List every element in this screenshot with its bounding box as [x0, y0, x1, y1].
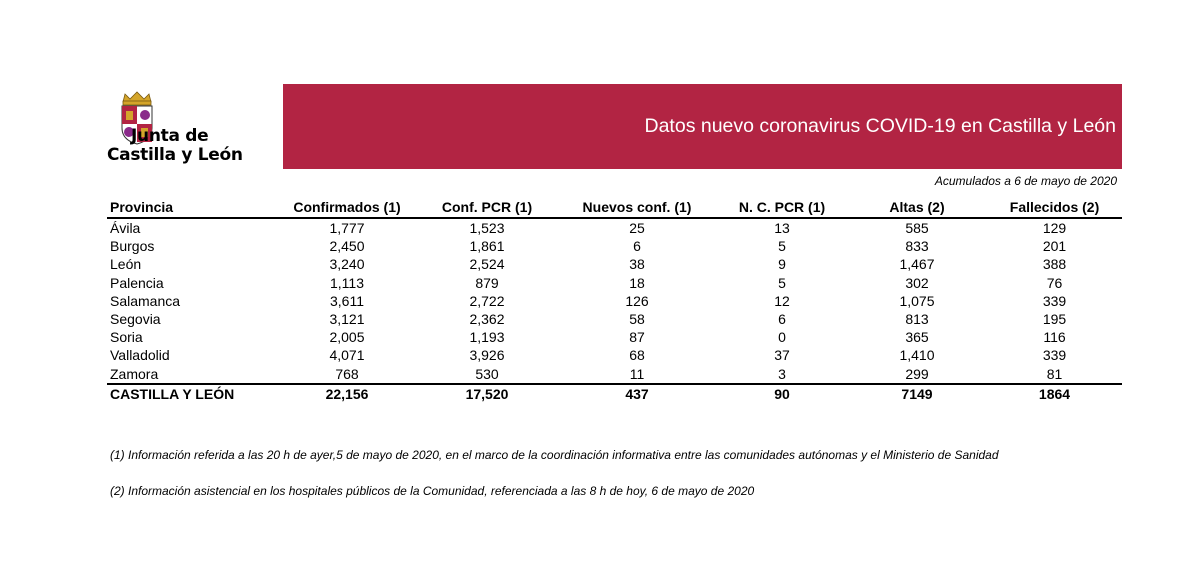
table-cell: 813 — [905, 311, 929, 328]
table-cell: 1,467 — [899, 256, 935, 273]
table-cell: León — [110, 256, 142, 273]
table-cell: 5 — [778, 238, 786, 255]
table-cell: 879 — [475, 274, 499, 291]
table-cell: 25 — [629, 220, 645, 237]
org-line-1: Junta de — [131, 126, 209, 146]
column-header: Confirmados (1) — [277, 196, 417, 218]
table-cell: 339 — [1042, 347, 1067, 364]
table-cell: 530 — [475, 365, 499, 382]
table-row — [107, 255, 1122, 273]
table-cell: 3,611 — [330, 292, 364, 309]
table-cell: 195 — [1042, 311, 1067, 328]
table-cell: 22,156 — [277, 384, 417, 403]
table-cell: 1,193 — [469, 329, 505, 346]
column-header: Altas (2) — [847, 196, 987, 218]
table-cell: 201 — [1042, 238, 1067, 255]
table-cell: 3,121 — [329, 311, 365, 328]
table-cell: 11 — [629, 365, 645, 382]
table-cell: 6 — [633, 238, 641, 255]
table-cell: 18 — [629, 274, 645, 291]
table-row — [107, 310, 1122, 328]
table-cell: Salamanca — [110, 292, 181, 309]
table-cell: 87 — [629, 329, 645, 346]
table-row — [107, 274, 1122, 292]
table-cell: Palencia — [110, 274, 164, 291]
table-cell: 129 — [1042, 220, 1067, 237]
table-cell: 2,005 — [329, 329, 365, 346]
table-cell: 768 — [335, 365, 359, 382]
table-cell: 437 — [557, 384, 717, 403]
organization-name — [107, 127, 243, 165]
table-cell: Burgos — [110, 238, 155, 255]
page-title: Datos nuevo coronavirus COVID-19 en Castilla y León — [644, 115, 1116, 137]
table-cell: 299 — [905, 365, 929, 382]
column-header: Fallecidos (2) — [987, 196, 1122, 218]
table-cell: 388 — [1042, 256, 1067, 273]
table-cell: 3 — [778, 365, 786, 382]
table-row — [107, 218, 1122, 237]
table-cell: 1,523 — [469, 220, 505, 237]
table-cell: 17,520 — [417, 384, 557, 403]
table-cell: 68 — [629, 347, 645, 364]
table-cell: 1864 — [987, 384, 1122, 403]
column-header: N. C. PCR (1) — [717, 196, 847, 218]
table-cell: 3,926 — [469, 347, 505, 364]
accumulated-date: Acumulados a 6 de mayo de 2020 — [934, 174, 1117, 188]
table-cell: 1,113 — [330, 274, 364, 291]
table-cell: 126 — [625, 292, 649, 309]
table-cell: 5 — [778, 274, 786, 291]
table-row — [107, 237, 1122, 255]
footnote-2: (2) Información asistencial en los hospitales públicos de la Comunidad, referenciada a las 8 h de hoy, 6 de mayo de 2020 — [110, 484, 755, 498]
table-cell: Ávila — [110, 220, 141, 237]
column-header: Conf. PCR (1) — [417, 196, 557, 218]
table-cell: 2,722 — [469, 292, 505, 309]
table-cell: 2,450 — [329, 238, 365, 255]
table-cell: 13 — [774, 220, 790, 237]
table-header-row — [107, 196, 1122, 218]
table-cell: 90 — [717, 384, 847, 403]
table-cell: 2,524 — [469, 256, 505, 273]
table-cell: Segovia — [110, 311, 161, 328]
table-cell: 81 — [1046, 365, 1063, 382]
table-cell: 76 — [1046, 274, 1063, 291]
table-cell: 1,075 — [899, 292, 935, 309]
covid-data-table — [107, 196, 1122, 403]
footnote-1: (1) Información referida a las 20 h de ayer,5 de mayo de 2020, en el marco de la coordinación informativa entre las comunidades autónomas y el Ministerio de Sanidad — [110, 448, 999, 462]
table-cell: 1,861 — [469, 238, 505, 255]
table-row — [107, 328, 1122, 346]
table-row — [107, 346, 1122, 364]
table-cell: 37 — [774, 347, 790, 364]
table-cell: 365 — [905, 329, 929, 346]
table-row — [107, 292, 1122, 310]
table-cell: Soria — [110, 329, 143, 346]
table-row — [107, 365, 1122, 384]
table-cell: 339 — [1042, 292, 1067, 309]
column-header: Nuevos conf. (1) — [557, 196, 717, 218]
table-cell: 38 — [629, 256, 645, 273]
table-cell: 6 — [778, 311, 786, 328]
table-cell: 116 — [1043, 329, 1066, 346]
table-cell: CASTILLA Y LEÓN — [107, 384, 277, 403]
org-line-2: Castilla y León — [107, 145, 243, 165]
table-cell: 3,240 — [329, 256, 365, 273]
table-cell: 9 — [778, 256, 786, 273]
table-cell: Zamora — [110, 365, 159, 382]
title-banner — [283, 84, 1122, 169]
table-cell: 2,362 — [469, 311, 505, 328]
total-row — [107, 384, 1122, 403]
junta-logo — [105, 90, 255, 170]
table-cell: 1,777 — [329, 220, 365, 237]
table-cell: 4,071 — [329, 347, 365, 364]
column-header: Provincia — [107, 196, 277, 218]
table-cell: 0 — [778, 329, 786, 346]
table-cell: Valladolid — [110, 347, 170, 364]
table-cell: 833 — [905, 238, 929, 255]
table-cell: 302 — [905, 274, 929, 291]
table-cell: 7149 — [847, 384, 987, 403]
table-cell: 1,410 — [899, 347, 935, 364]
table-cell: 12 — [774, 292, 790, 309]
table-cell: 58 — [629, 311, 645, 328]
table-cell: 585 — [905, 220, 929, 237]
